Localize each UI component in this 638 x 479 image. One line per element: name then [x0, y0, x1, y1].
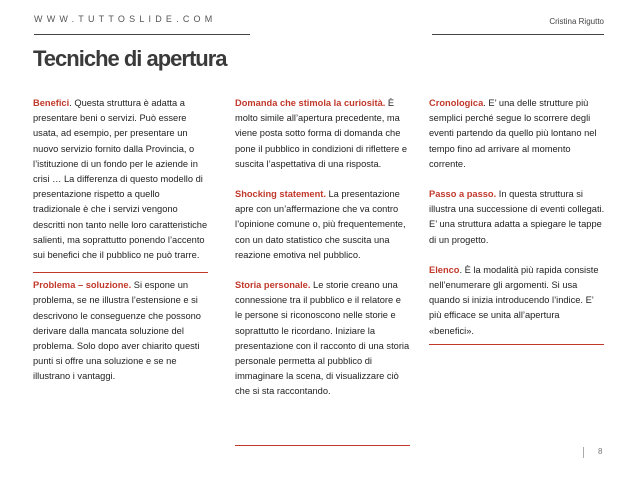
column-2-separator	[235, 445, 410, 446]
term-shocking-statement: Shocking statement.	[235, 189, 326, 200]
text-shocking-statement: La presentazione apre con un’affermazione che va contro l’opinione comune o, più frequentemente, con un dato statistico che suscita una reazione emotiva nel pubblico.	[235, 189, 406, 260]
header-rule-left	[34, 34, 250, 35]
paragraph-elenco	[429, 263, 607, 339]
text-domanda: È molto simile all’apertura precedente, ma viene posta sotto forma di domanda che pone il pubblico in condizioni di riflettere e suscita l’aspettativa di una risposta.	[235, 98, 408, 169]
paragraph-problema-soluzione	[33, 278, 208, 384]
site-url: WWW.TUTTOSLIDE.COM	[34, 14, 217, 24]
text-cronologica: . E’ una delle strutture più semplici perché segue lo scorrere degli eventi partendo da quello più lontano nel tempo fino ad arrivare al momento corrente.	[429, 98, 597, 169]
author-name: Cristina Rigutto	[549, 17, 604, 26]
column-2	[235, 96, 410, 415]
term-benefici: Benefici	[33, 98, 70, 108]
term-domanda: Domanda che stimola la curiosità.	[235, 98, 386, 108]
column-3-separator	[429, 344, 604, 345]
paragraph-domanda	[235, 96, 410, 172]
paragraph-passo-a-passo	[429, 187, 607, 248]
text-problema-soluzione: Si espone un problema, se ne illustra l’estensione e si descrivono le conseguenze che possono derivare dalla mancata soluzione del problema. Solo dopo aver chiarito questi punti si offre una soluzione e se ne illustrano i vantaggi.	[33, 280, 201, 382]
page-title: Tecniche di apertura	[33, 46, 227, 71]
term-storia-personale: Storia personale.	[235, 280, 311, 291]
column-1-separator	[33, 272, 208, 273]
page-number: 8	[598, 447, 603, 456]
paragraph-cronologica	[429, 96, 607, 172]
page-number-divider	[583, 447, 584, 458]
header-rule-right	[432, 34, 604, 35]
text-benefici: . Questa struttura è adatta a presentare beni o servizi. Può essere usata, ad esempio, per presentare un nuovo servizio fornito dalla Provincia, o l’istituzione di un fondo per le aziende in crisi … La differenza di questo modello di presentazione rispetto a quello tradizionale è che i servizi vengono descritti non tanto nelle loro caratteristiche salienti, ma soprattutto ponendo l’accento sui benefici che il pubblico ne può trarre.	[33, 98, 208, 261]
paragraph-shocking-statement	[235, 187, 410, 263]
term-problema-soluzione: Problema – soluzione.	[33, 280, 132, 291]
term-cronologica: Cronologica	[429, 98, 484, 108]
column-3	[429, 96, 607, 354]
text-storia-personale: Le storie creano una connessione tra il pubblico e il relatore e le persone si riconoscono nelle storie e soprattutto le ricordano. Iniziare la presentazione con il racconto di una storia personale permetta al pubblico di immaginare la scena, di visualizzare ciò che si sta raccontando.	[235, 280, 410, 397]
paragraph-storia-personale	[235, 278, 410, 400]
text-passo-a-passo: In questa struttura si illustra una successione di eventi collegati. E’ una struttura adatta a spiegare le tappe di un progetto.	[429, 189, 605, 245]
column-1	[33, 96, 208, 400]
term-passo-a-passo: Passo a passo.	[429, 189, 497, 200]
paragraph-benefici	[33, 96, 208, 263]
text-elenco: . È la modalità più rapida consiste nell’enumerare gli argomenti. Si usa quando si inizia introducendo l’indice. E’ più efficace se unita all’apertura «benefici».	[429, 264, 599, 336]
term-elenco: Elenco	[429, 264, 460, 275]
